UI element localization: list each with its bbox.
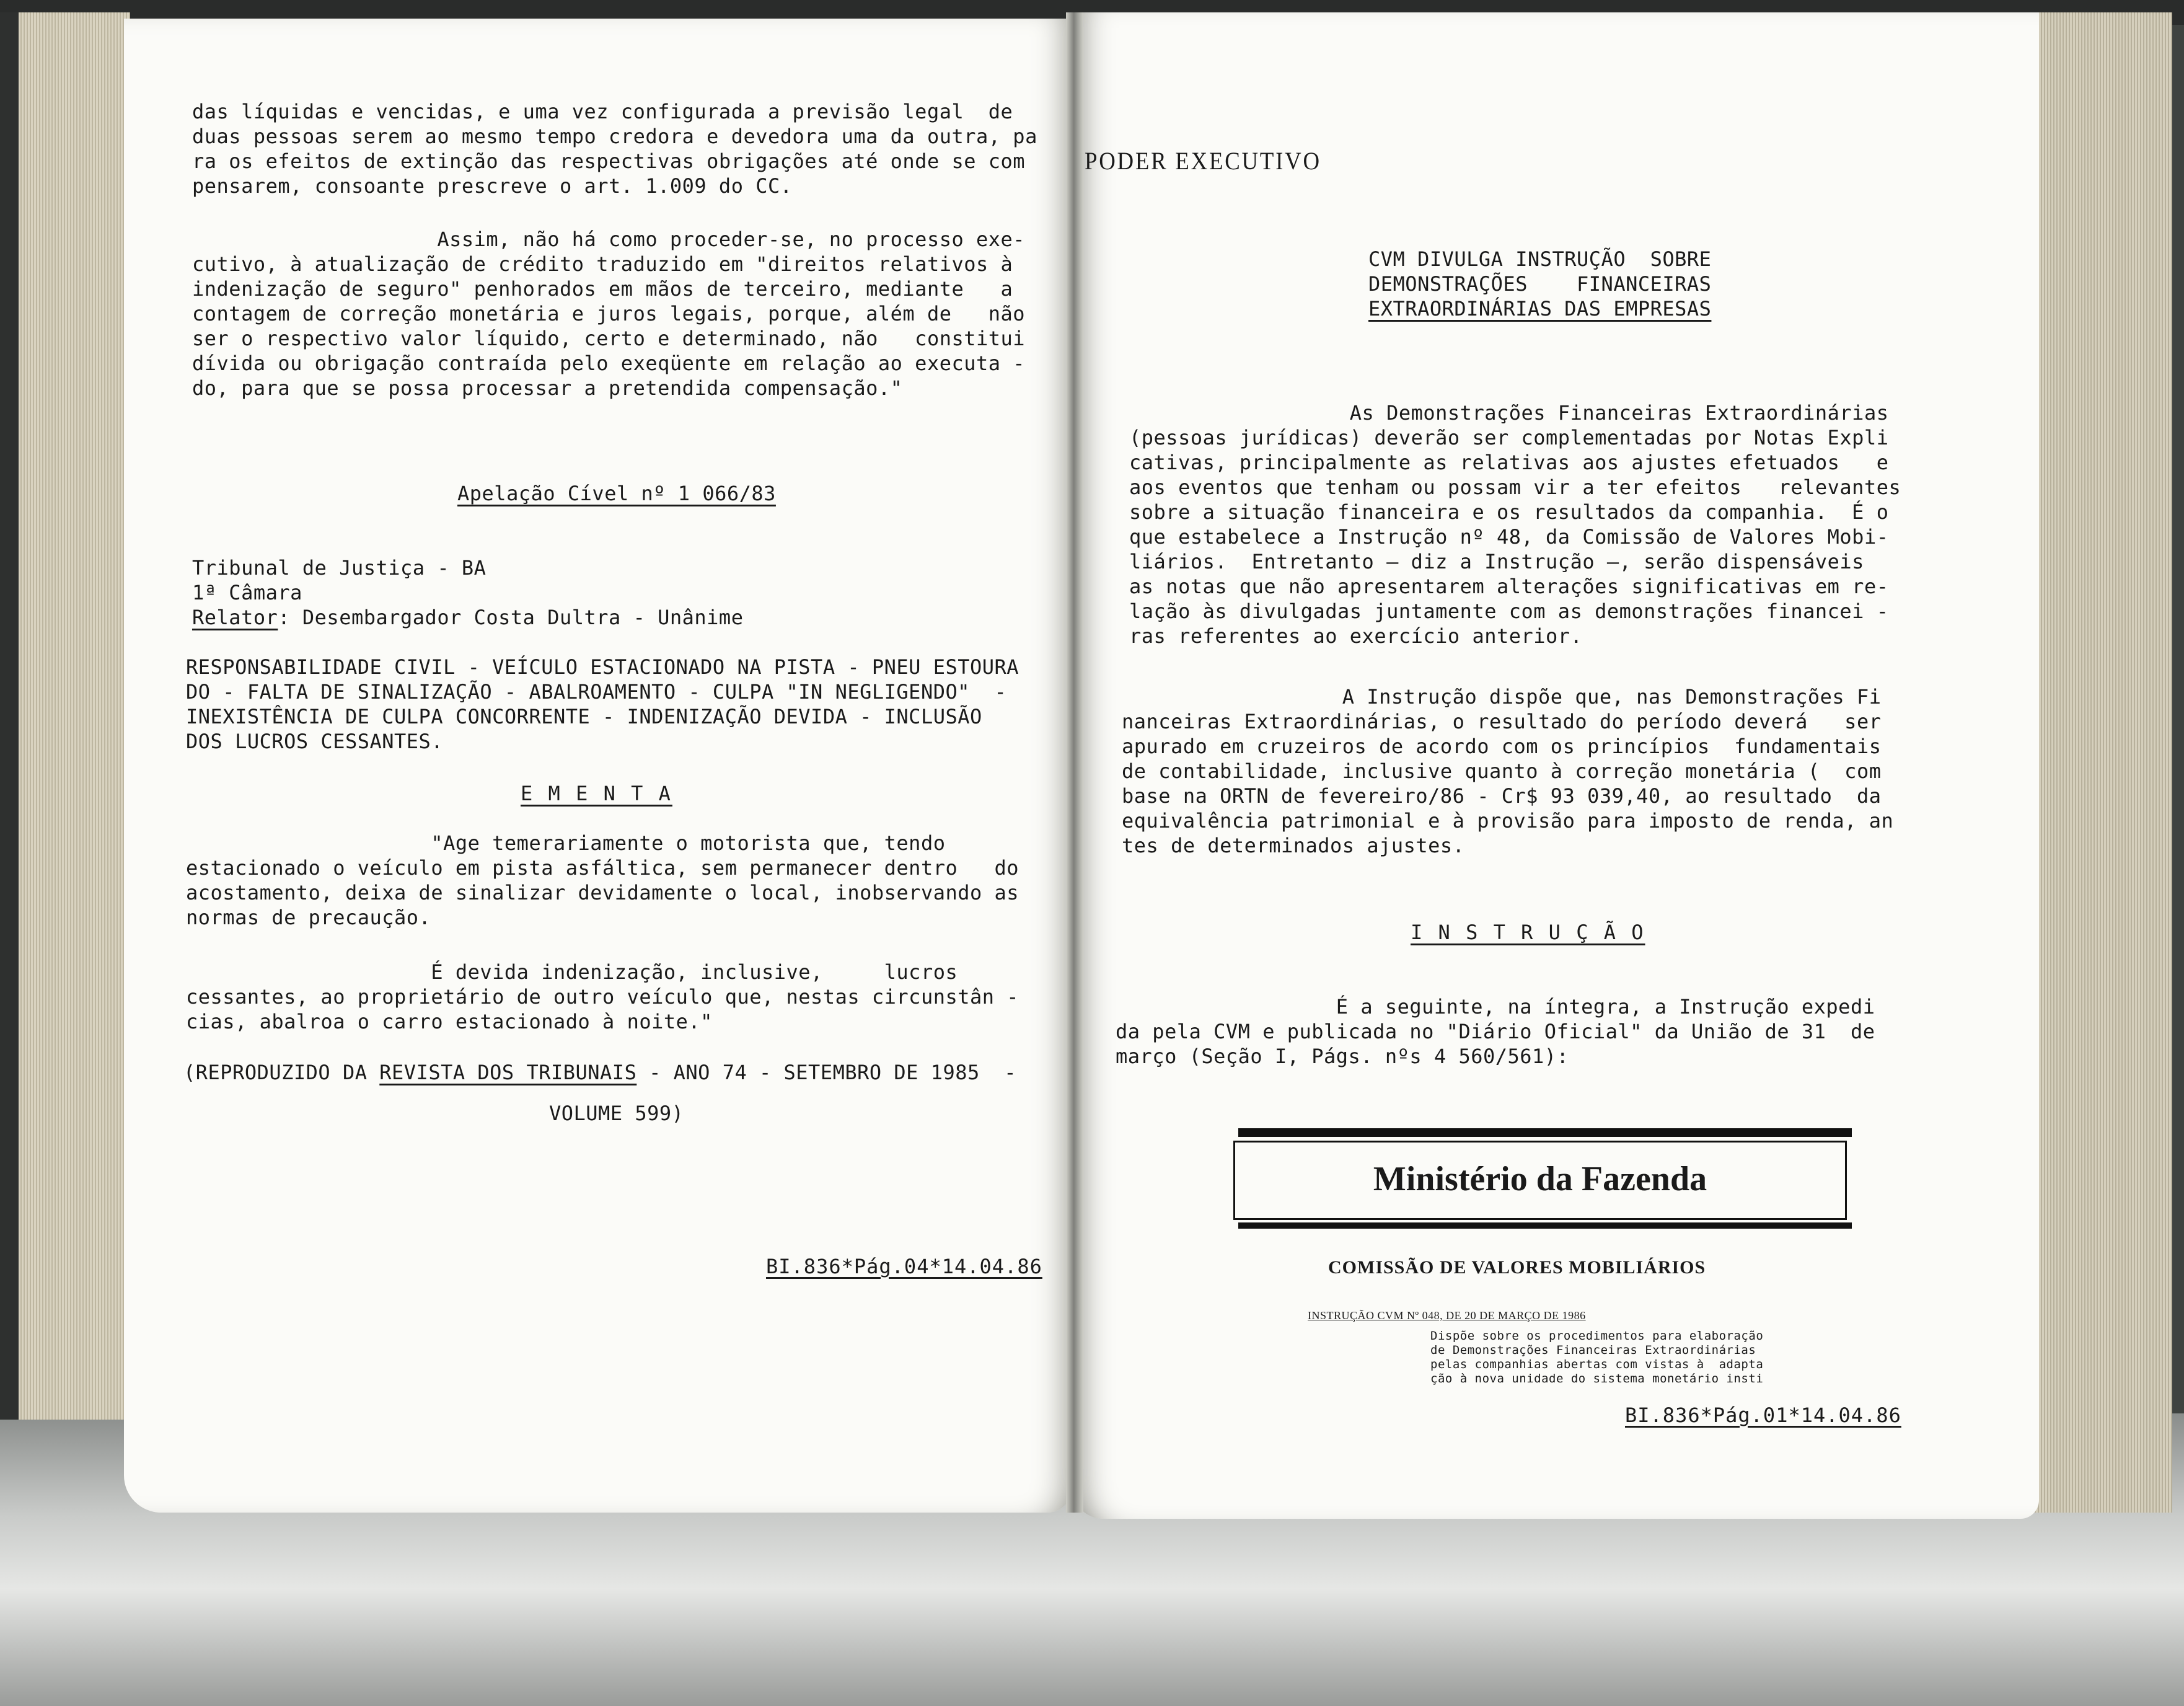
source-line — [183, 1060, 1016, 1085]
text-line: duas pessoas serem ao mesmo tempo credora e devedora uma da outra, pa — [192, 125, 1037, 148]
headline-line: CVM DIVULGA INSTRUÇÃO SOBRE — [1368, 247, 1712, 271]
text-line: cativas, principalmente as relativas aos ajustes efetuados e — [1129, 451, 1889, 474]
relator-value: : Desembargador Costa Dultra - Unânime — [278, 606, 744, 629]
text-line: ras referentes ao exercício anterior. — [1129, 624, 1583, 648]
text-line: RESPONSABILIDADE CIVIL - VEÍCULO ESTACIONADO NA PISTA - PNEU ESTOURA — [186, 655, 1019, 679]
text-line: estacionado o veículo em pista asfáltica, sem permanecer dentro do — [186, 856, 1019, 880]
text-line: das líquidas e vencidas, e uma vez configurada a previsão legal de — [192, 100, 1013, 123]
headline-line: EXTRAORDINÁRIAS DAS EMPRESAS — [1368, 297, 1712, 320]
text-line: liários. Entretanto — diz a Instrução —, serão dispensáveis — [1129, 550, 1864, 573]
text-line: cessantes, ao proprietário de outro veículo que, nestas circunstân - — [186, 985, 1019, 1009]
appeal-title: Apelação Cível nº 1 066/83 — [457, 482, 776, 505]
relator-label: Relator — [192, 606, 278, 629]
text-line: março (Seção I, Págs. nºs 4 560/561): — [1116, 1045, 1569, 1068]
summary-line: pelas companhias abertas com vistas à adapta — [1430, 1358, 1764, 1371]
page-stack-right — [2027, 12, 2172, 1513]
text-line: Assim, não há como proceder-se, no processo exe- — [192, 228, 1026, 251]
summary-line: de Demonstrações Financeiras Extraordinárias — [1430, 1343, 1756, 1357]
text-line: contagem de correção monetária e juros legais, porque, além de não — [192, 302, 1026, 325]
text-line: ser o respectivo valor líquido, certo e determinado, não constitui — [192, 327, 1026, 350]
text-line: que estabelece a Instrução nº 48, da Comissão de Valores Mobi- — [1129, 525, 1889, 549]
ministry-title: Ministério da Fazenda — [1373, 1160, 1707, 1198]
text-line: do, para que se possa processar a pretendida compensação." — [192, 376, 903, 400]
text-line: aos eventos que tenham ou possam vir a ter efeitos relevantes — [1129, 475, 1901, 499]
source-suffix: - ANO 74 - SETEMBRO DE 1985 - — [636, 1061, 1017, 1084]
text-line: É devida indenização, inclusive, lucros — [186, 960, 958, 984]
summary-line: ção à nova unidade do sistema monetário insti — [1430, 1372, 1764, 1386]
text-line: É a seguinte, na íntegra, a Instrução expedi — [1116, 995, 1875, 1019]
headline-line: DEMONSTRAÇÕES FINANCEIRAS — [1368, 272, 1712, 296]
text-line: tes de determinados ajustes. — [1122, 834, 1465, 857]
right-page-footer: BI.836*Pág.01*14.04.86 — [1625, 1403, 1901, 1427]
text-line: as notas que não apresentarem alterações significativas em re- — [1129, 575, 1889, 598]
text-line: DO - FALTA DE SINALIZAÇÃO - ABALROAMENTO - CULPA "IN NEGLIGENDO" - — [186, 680, 1007, 704]
text-line: "Age temerariamente o motorista que, tendo — [186, 831, 946, 855]
text-line: ra os efeitos de extinção das respectivas obrigações até onde se com — [192, 149, 1026, 173]
book-gutter — [1066, 12, 1083, 1513]
summary-line: Dispõe sobre os procedimentos para elaboração — [1430, 1329, 1764, 1343]
page-stack-left — [19, 12, 130, 1420]
text-line: lação às divulgadas juntamente com as demonstrações financei - — [1129, 599, 1889, 623]
text-line: de contabilidade, inclusive quanto à correção monetária ( com — [1122, 759, 1882, 783]
text-line: nanceiras Extraordinárias, o resultado do período deverá ser — [1122, 710, 1882, 733]
text-line: indenização de seguro" penhorados em mãos de terceiro, mediante a — [192, 277, 1013, 301]
cvm-name: COMISSÃO DE VALORES MOBILIÁRIOS — [1328, 1257, 1706, 1278]
text-line: sobre a situação financeira e os resultados da companhia. É o — [1129, 500, 1889, 524]
source-magazine: REVISTA DOS TRIBUNAIS — [379, 1061, 637, 1084]
section-header: PODER EXECUTIVO — [1085, 147, 1321, 175]
text-line: A Instrução dispõe que, nas Demonstrações Fi — [1122, 685, 1882, 709]
text-line: acostamento, deixa de sinalizar devidamente o local, inobservando as — [186, 881, 1019, 904]
text-line: equivalência patrimonial e à provisão para imposto de renda, an — [1122, 809, 1894, 833]
text-line: cias, abalroa o carro estacionado à noite." — [186, 1010, 713, 1033]
ementa-heading: E M E N T A — [521, 782, 672, 805]
chamber: 1ª Câmara — [192, 581, 302, 604]
text-line: apurado em cruzeiros de acordo com os princípios fundamentais — [1122, 735, 1882, 758]
text-line: base na ORTN de fevereiro/86 - Cr$ 93 039,40, ao resultado da — [1122, 784, 1882, 808]
left-page-footer: BI.836*Pág.04*14.04.86 — [766, 1255, 1042, 1278]
text-line: DOS LUCROS CESSANTES. — [186, 730, 444, 753]
ministry-bottom-bar — [1238, 1222, 1852, 1229]
source-volume: VOLUME 599) — [549, 1102, 684, 1125]
text-line: pensarem, consoante prescreve o art. 1.009 do CC. — [192, 174, 793, 198]
relator-line — [192, 605, 743, 630]
text-line: (pessoas jurídicas) deverão ser complementadas por Notas Expli — [1129, 426, 1889, 449]
source-prefix: (REPRODUZIDO DA — [183, 1061, 380, 1084]
instruction-reference: INSTRUÇÃO CVM Nº 048, DE 20 DE MARÇO DE 1986 — [1308, 1309, 1586, 1322]
text-line: INEXISTÊNCIA DE CULPA CONCORRENTE - INDENIZAÇÃO DEVIDA - INCLUSÃO — [186, 705, 982, 728]
text-line: dívida ou obrigação contraída pelo exeqüente em relação ao executa - — [192, 351, 1026, 375]
court-name: Tribunal de Justiça - BA — [192, 556, 487, 580]
text-line: As Demonstrações Financeiras Extraordinárias — [1129, 401, 1889, 425]
text-line: da pela CVM e publicada no "Diário Oficial" da União de 31 de — [1116, 1020, 1875, 1043]
ministry-top-bar — [1238, 1128, 1852, 1137]
text-line: normas de precaução. — [186, 906, 431, 929]
text-line: cutivo, à atualização de crédito traduzido em "direitos relativos à — [192, 252, 1013, 276]
instrucao-heading: I N S T R U Ç Ã O — [1411, 921, 1645, 944]
